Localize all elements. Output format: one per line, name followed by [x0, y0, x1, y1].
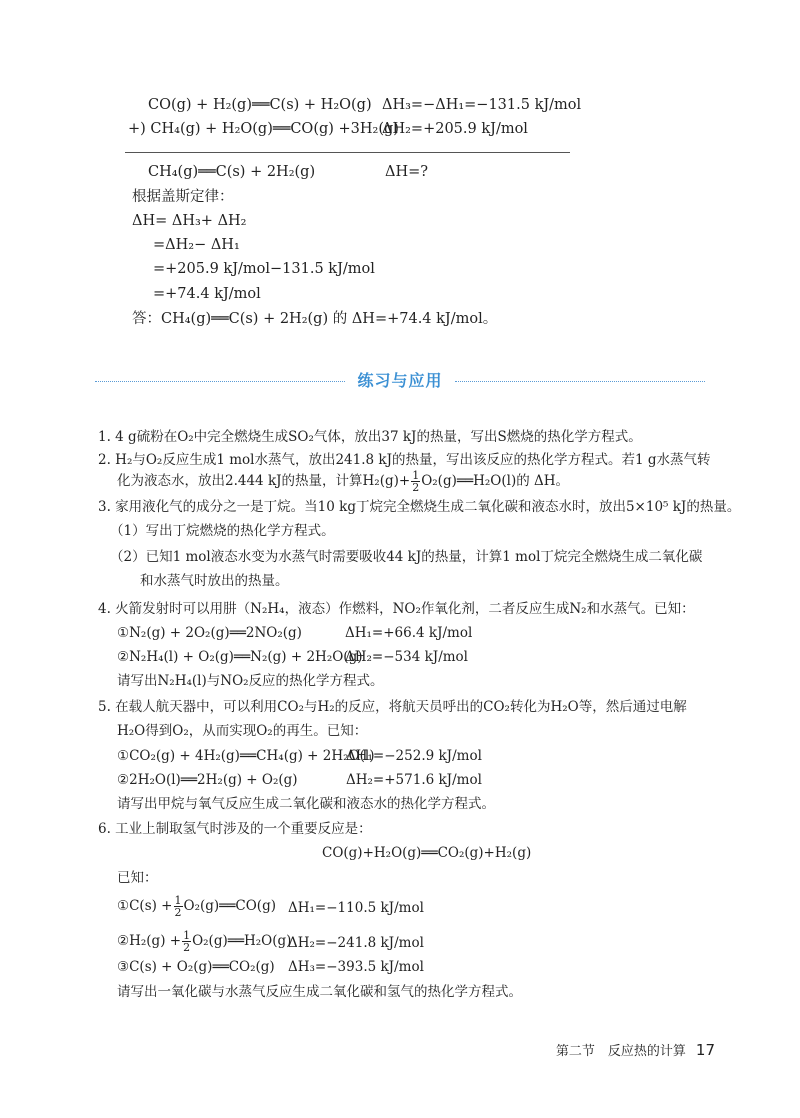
question-3-sub-2-cont: 和水蒸气时放出的热量。 [140, 573, 289, 589]
question-6-ask: 请写出一氧化碳与水蒸气反应生成二氧化碳和氢气的热化学方程式。 [117, 984, 522, 1000]
fraction-one-half: $\frac{1}{2}$ [412, 469, 420, 494]
example-eq1: CO(g) + H₂(g)══C(s) + H₂O(g) [148, 97, 372, 113]
example-eq2: +) CH₄(g) + H₂O(g)══CO(g) +3H₂(g) [128, 121, 399, 137]
example-eq3-enthalpy: ΔH=? [385, 164, 429, 180]
question-6-eq-1-enthalpy: ΔH₁=−110.5 kJ/mol [288, 900, 424, 916]
question-6-eq-2: ②H₂(g) + $\frac{1}{2}$ O₂(g)══H₂O(g) [117, 929, 292, 954]
question-6-target-eq: CO(g)+H₂O(g)══CO₂(g)+H₂(g) [322, 845, 532, 861]
question-3-sub-1: （1）写出丁烷燃烧的热化学方程式。 [110, 523, 335, 539]
hess-law-label: 根据盖斯定律： [132, 189, 234, 205]
question-2-line-2: 化为液态水，放出2.444 kJ的热量，计算H₂(g)+ $\frac{1}{2}$ O₂(g)══H₂O(l)的 ΔH。 [117, 469, 570, 494]
question-5-line-2: H₂O得到O₂，从而实现O₂的再生。已知： [117, 723, 368, 739]
question-5-eq-1: ①CO₂(g) + 4H₂(g)══CH₄(g) + 2H₂O(l) [117, 748, 375, 764]
question-5-line-1: 5. 在载人航天器中，可以利用CO₂与H₂的反应，将航天员呼出的CO₂转化为H₂O等，然后通过电解 [98, 699, 687, 715]
section-divider-right [455, 381, 705, 382]
calc-step-1: ΔH= ΔH₃+ ΔH₂ [132, 213, 247, 229]
section-divider-left [95, 381, 345, 382]
question-4-eq-2: ②N₂H₄(l) + O₂(g)══N₂(g) + 2H₂O(g) [117, 649, 363, 665]
calc-step-2: =ΔH₂− ΔH₁ [153, 237, 240, 253]
example-eq3: CH₄(g)══C(s) + 2H₂(g) [148, 164, 316, 180]
question-5-eq-1-enthalpy: ΔH₁=−252.9 kJ/mol [346, 748, 482, 764]
footer-section-name: 第二节 反应热的计算 [555, 1044, 686, 1059]
question-6-known: 已知： [117, 870, 158, 886]
question-3-sub-2: （2）已知1 mol液态水变为水蒸气时需要吸收44 kJ的热量，计算1 mol丁烷完全燃烧生成二氧化碳 [110, 549, 703, 565]
question-5-ask: 请写出甲烷与氧气反应生成二氧化碳和液态水的热化学方程式。 [117, 796, 495, 812]
question-4-eq-1-enthalpy: ΔH₁=+66.4 kJ/mol [345, 625, 473, 641]
page-footer [556, 1040, 715, 1059]
page-number: 17 [695, 1041, 715, 1059]
question-1: 1. 4 g硫粉在O₂中完全燃烧生成SO₂气体，放出37 kJ的热量，写出S燃烧的热化学方程式。 [98, 429, 642, 445]
question-6-line-1: 6. 工业上制取氢气时涉及的一个重要反应是： [98, 821, 372, 837]
sum-rule-line [125, 152, 570, 153]
question-6-eq-2-enthalpy: ΔH₂=−241.8 kJ/mol [288, 935, 424, 951]
question-4-line-1: 4. 火箭发射时可以用肼（N₂H₄，液态）作燃料，NO₂作氧化剂，二者反应生成N₂和水蒸气。已知： [98, 601, 695, 617]
fraction-one-half: $\frac{1}{2}$ [183, 929, 191, 954]
question-4-ask: 请写出N₂H₄(l)与NO₂反应的热化学方程式。 [117, 673, 384, 689]
calc-step-3: =+205.9 kJ/mol−131.5 kJ/mol [153, 261, 375, 277]
question-2-line-1: 2. H₂与O₂反应生成1 mol水蒸气，放出241.8 kJ的热量，写出该反应的热化学方程式。若1 g水蒸气转 [98, 452, 711, 468]
question-3-line-1: 3. 家用液化气的成分之一是丁烷。当10 kg丁烷完全燃烧生成二氧化碳和液态水时，放出5×10⁵ kJ的热量。 [98, 499, 741, 515]
example-eq1-enthalpy: ΔH₃=−ΔH₁=−131.5 kJ/mol [382, 97, 582, 113]
question-6-eq-1: ①C(s) + $\frac{1}{2}$ O₂(g)══CO(g) [117, 894, 276, 919]
section-title: 练习与应用 [357, 371, 443, 390]
fraction-one-half: $\frac{1}{2}$ [174, 894, 182, 919]
question-6-eq-3-enthalpy: ΔH₃=−393.5 kJ/mol [288, 959, 424, 975]
question-5-eq-2: ②2H₂O(l)══2H₂(g) + O₂(g) [117, 772, 298, 788]
calc-step-4: =+74.4 kJ/mol [153, 286, 261, 302]
example-answer: 答：CH₄(g)══C(s) + 2H₂(g) 的 ΔH=+74.4 kJ/mol。 [132, 311, 498, 327]
example-eq2-enthalpy: ΔH₂=+205.9 kJ/mol [382, 121, 528, 137]
question-4-eq-1: ①N₂(g) + 2O₂(g)══2NO₂(g) [117, 625, 302, 641]
question-6-eq-3: ③C(s) + O₂(g)══CO₂(g) [117, 959, 275, 975]
question-5-eq-2-enthalpy: ΔH₂=+571.6 kJ/mol [346, 772, 482, 788]
question-4-eq-2-enthalpy: ΔH₂=−534 kJ/mol [345, 649, 469, 665]
